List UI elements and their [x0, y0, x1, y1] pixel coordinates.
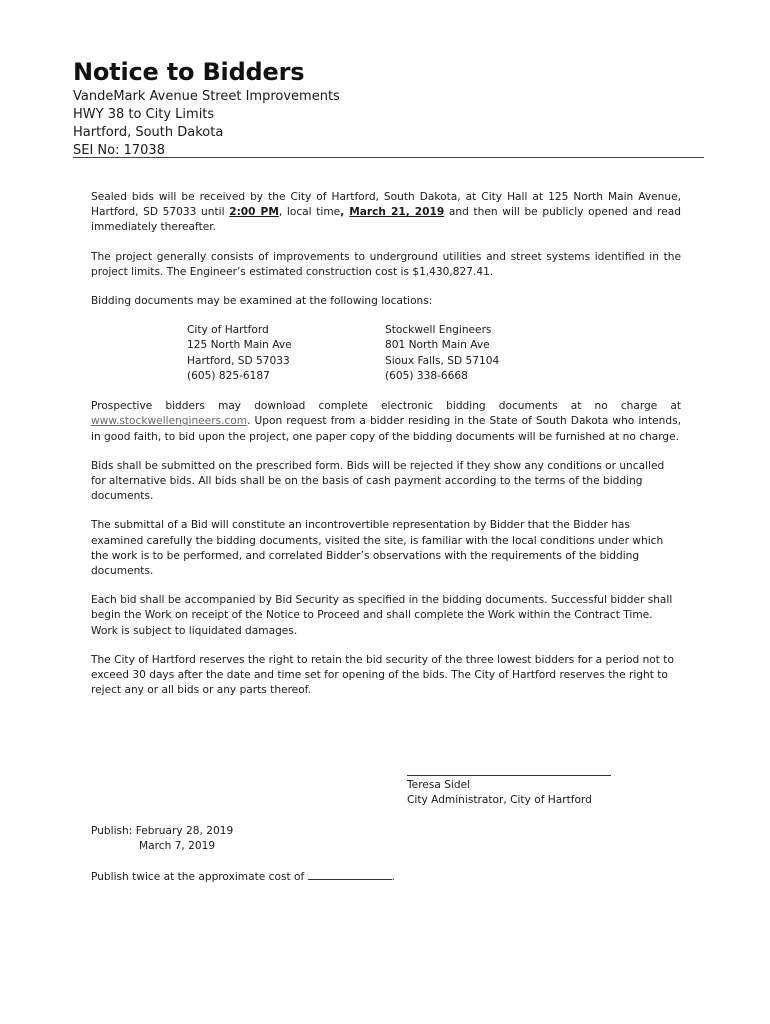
location-city: Hartford, SD 57033: [187, 354, 290, 367]
publish-cost-label: Publish twice at the approximate cost of: [91, 871, 308, 883]
paragraph-reservation: The City of Hartford reserves the right to retain the bid security of the three lowest bidders for a period not to exceed 30 days after the date and time set for opening of the bids. The City of Hartford reserves the right to reject any or all bids or any parts thereof.: [91, 653, 674, 697]
location-city: Sioux Falls, SD 57104: [385, 354, 500, 367]
paragraph-bid-security: Each bid shall be accompanied by Bid Security as specified in the bidding documents. Successful bidder shall begin the Work on receipt of the Notice to Proceed and shall complete the Work within the Contract Time. Work is subject to liquidated damages.: [91, 594, 673, 637]
bid-date: March 21, 2019: [349, 206, 445, 219]
text-run: . Upon request from a bidder residing in the State of South Dakota who intends, in good faith, to bid upon the project, one paper copy of the bidding documents will be furnished at no charge.: [91, 415, 681, 443]
project-name: VandeMark Avenue Street Improvements: [73, 89, 340, 104]
paragraph-locations-intro: Bidding documents may be examined at the following locations:: [91, 295, 433, 308]
project-location: Hartford, South Dakota: [73, 125, 224, 140]
project-header: [73, 88, 340, 160]
paragraph-download: [91, 399, 681, 445]
page-title: Notice to Bidders: [73, 58, 305, 86]
location-street: 801 North Main Ave: [385, 339, 490, 352]
text-run: .: [391, 871, 395, 883]
notice-body: [91, 190, 681, 712]
cost-blank-line: [308, 869, 392, 880]
project-limits: HWY 38 to City Limits: [73, 107, 215, 122]
location-phone: (605) 338-6668: [385, 369, 468, 382]
signer-title: City Administrator, City of Hartford: [407, 794, 592, 807]
bid-time: 2:00 PM: [229, 206, 279, 219]
paragraph-bid-receipt: [91, 190, 681, 236]
paragraph-representation: The submittal of a Bid will constitute an incontrovertible representation by Bidder that the Bidder has examined carefully the bidding documents, visited the site, is familiar with the local conditions under which the work is to be performed, and correlated Bidder’s observations with the requirements of the bidding documents.: [91, 519, 664, 578]
text-run: , local time: [278, 206, 341, 219]
publish-date-second: March 7, 2019: [139, 840, 216, 853]
text-run: Sealed bids will be received by the City of Hartford, South Dakota, at City Hall at 125 North Main Avenue, Hartford, SD 57033 until: [91, 191, 681, 219]
signature-block: [407, 778, 592, 808]
document-locations: [91, 323, 681, 385]
paragraph-bid-form: Bids shall be submitted on the prescribed form. Bids will be rejected if they show any conditions or uncalled for alternative bids. All bids shall be on the basis of cash payment according to the terms of the bidding documents.: [91, 459, 665, 503]
signer-name: Teresa Sidel: [407, 779, 471, 791]
publish-date-first: Publish: February 28, 2019: [91, 825, 234, 837]
location-name: Stockwell Engineers: [385, 324, 492, 337]
location-name: City of Hartford: [187, 324, 269, 337]
location-phone: (605) 825-6187: [187, 369, 270, 382]
stockwell-website-link[interactable]: www.stockwellengineers.com: [91, 415, 248, 428]
paragraph-project-scope: The project generally consists of improvements to underground utilities and street systems identified in the project limits. The Engineer’s estimated construction cost is $1,430,827.41.: [91, 250, 681, 278]
header-divider: [73, 157, 704, 158]
text-run: and then will be publicly opened and read immediately thereafter.: [91, 206, 681, 234]
publish-cost: [91, 869, 395, 885]
text-run: Prospective bidders may download complete electronic bidding documents at no charge at: [91, 400, 681, 413]
project-number: SEI No: 17038: [73, 143, 165, 158]
location-city-of-hartford: [187, 323, 292, 384]
text-run: ,: [340, 206, 350, 219]
signature-line: [407, 775, 611, 776]
publish-dates: [91, 824, 233, 854]
location-stockwell-engineers: [385, 323, 499, 384]
location-street: 125 North Main Ave: [187, 339, 292, 352]
